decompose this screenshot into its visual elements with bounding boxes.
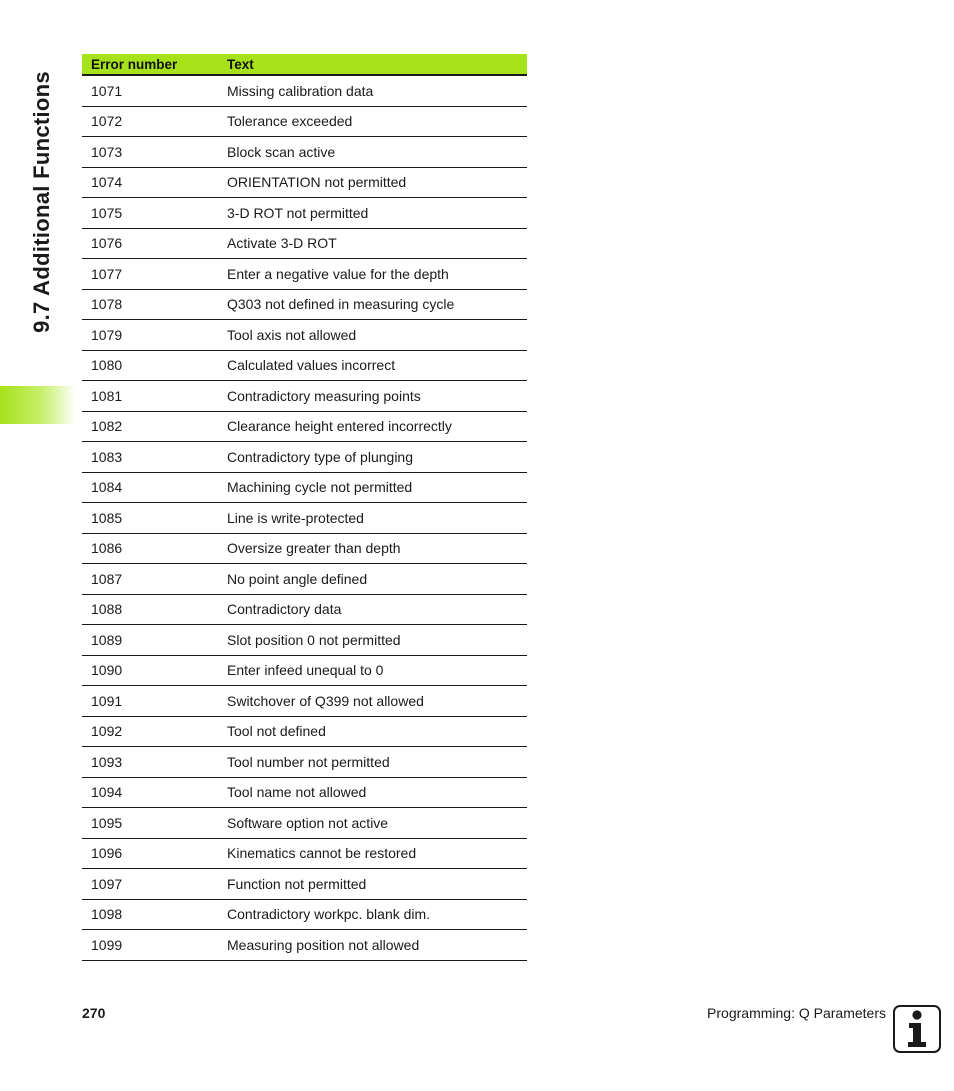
table-row — [82, 930, 527, 961]
error-number-cell: 1081 — [82, 381, 218, 412]
error-number-table — [82, 54, 527, 961]
error-number-cell: 1073 — [82, 137, 218, 168]
error-number-cell: 1097 — [82, 869, 218, 900]
table-row — [82, 259, 527, 290]
error-number-cell: 1087 — [82, 564, 218, 595]
error-text-cell: Contradictory type of plunging — [218, 442, 527, 473]
chapter-tab-marker — [0, 386, 76, 424]
error-text-cell: Tool number not permitted — [218, 747, 527, 778]
error-text-cell: Calculated values incorrect — [218, 350, 527, 381]
section-title-vertical — [20, 52, 64, 352]
table-row — [82, 564, 527, 595]
error-text-cell: Missing calibration data — [218, 75, 527, 106]
error-text-cell: Q303 not defined in measuring cycle — [218, 289, 527, 320]
error-text-cell: Contradictory data — [218, 594, 527, 625]
table-row — [82, 838, 527, 869]
page-number: 270 — [82, 1005, 106, 1021]
info-icon — [893, 1005, 941, 1053]
header-text: Text — [218, 54, 527, 75]
table-row — [82, 350, 527, 381]
error-number-cell: 1093 — [82, 747, 218, 778]
error-text-cell: Tool name not allowed — [218, 777, 527, 808]
table-row — [82, 472, 527, 503]
error-text-cell: 3-D ROT not permitted — [218, 198, 527, 229]
table-row — [82, 137, 527, 168]
error-text-cell: Software option not active — [218, 808, 527, 839]
error-text-cell: Switchover of Q399 not allowed — [218, 686, 527, 717]
table-row — [82, 808, 527, 839]
error-text-cell: ORIENTATION not permitted — [218, 167, 527, 198]
error-text-cell: Tool axis not allowed — [218, 320, 527, 351]
error-text-cell: Line is write-protected — [218, 503, 527, 534]
error-text-cell: Activate 3-D ROT — [218, 228, 527, 259]
error-number-cell: 1094 — [82, 777, 218, 808]
table-row — [82, 655, 527, 686]
table-row — [82, 411, 527, 442]
error-text-cell: Oversize greater than depth — [218, 533, 527, 564]
error-text-cell: Slot position 0 not permitted — [218, 625, 527, 656]
error-number-cell: 1071 — [82, 75, 218, 106]
table-row — [82, 686, 527, 717]
error-number-cell: 1079 — [82, 320, 218, 351]
info-icon-glyph — [900, 1009, 934, 1049]
table-row — [82, 381, 527, 412]
error-number-cell: 1088 — [82, 594, 218, 625]
table-row — [82, 899, 527, 930]
table-row — [82, 594, 527, 625]
error-number-cell: 1086 — [82, 533, 218, 564]
table-row — [82, 228, 527, 259]
table-row — [82, 289, 527, 320]
error-text-cell: Contradictory measuring points — [218, 381, 527, 412]
error-number-cell: 1099 — [82, 930, 218, 961]
error-number-cell: 1095 — [82, 808, 218, 839]
error-text-cell: Tolerance exceeded — [218, 106, 527, 137]
error-number-cell: 1074 — [82, 167, 218, 198]
error-number-cell: 1072 — [82, 106, 218, 137]
error-text-cell: Block scan active — [218, 137, 527, 168]
error-number-cell: 1096 — [82, 838, 218, 869]
table-row — [82, 747, 527, 778]
error-text-cell: Measuring position not allowed — [218, 930, 527, 961]
error-number-cell: 1076 — [82, 228, 218, 259]
table-row — [82, 75, 527, 106]
error-number-cell: 1077 — [82, 259, 218, 290]
error-number-cell: 1089 — [82, 625, 218, 656]
error-number-cell: 1083 — [82, 442, 218, 473]
error-number-cell: 1080 — [82, 350, 218, 381]
error-number-cell: 1090 — [82, 655, 218, 686]
table-row — [82, 167, 527, 198]
table-row — [82, 777, 527, 808]
table-header-row — [82, 54, 527, 75]
error-number-cell: 1092 — [82, 716, 218, 747]
table-row — [82, 503, 527, 534]
error-text-cell: Clearance height entered incorrectly — [218, 411, 527, 442]
error-text-cell: Enter a negative value for the depth — [218, 259, 527, 290]
table-row — [82, 442, 527, 473]
error-number-cell: 1091 — [82, 686, 218, 717]
table-row — [82, 869, 527, 900]
error-number-cell: 1084 — [82, 472, 218, 503]
error-text-cell: Machining cycle not permitted — [218, 472, 527, 503]
error-text-cell: Kinematics cannot be restored — [218, 838, 527, 869]
error-number-cell: 1098 — [82, 899, 218, 930]
table-row — [82, 533, 527, 564]
footer-chapter-label: Programming: Q Parameters — [707, 1005, 886, 1021]
table-body — [82, 75, 527, 960]
error-text-cell: Function not permitted — [218, 869, 527, 900]
error-number-cell: 1078 — [82, 289, 218, 320]
error-text-cell: No point angle defined — [218, 564, 527, 595]
error-text-cell: Contradictory workpc. blank dim. — [218, 899, 527, 930]
table-row — [82, 106, 527, 137]
error-number-cell: 1075 — [82, 198, 218, 229]
table-row — [82, 198, 527, 229]
error-number-cell: 1082 — [82, 411, 218, 442]
table-row — [82, 625, 527, 656]
header-error-number: Error number — [82, 54, 218, 75]
error-number-cell: 1085 — [82, 503, 218, 534]
error-text-cell: Enter infeed unequal to 0 — [218, 655, 527, 686]
table-row — [82, 716, 527, 747]
error-text-cell: Tool not defined — [218, 716, 527, 747]
section-title: 9.7 Additional Functions — [29, 71, 54, 333]
table-row — [82, 320, 527, 351]
